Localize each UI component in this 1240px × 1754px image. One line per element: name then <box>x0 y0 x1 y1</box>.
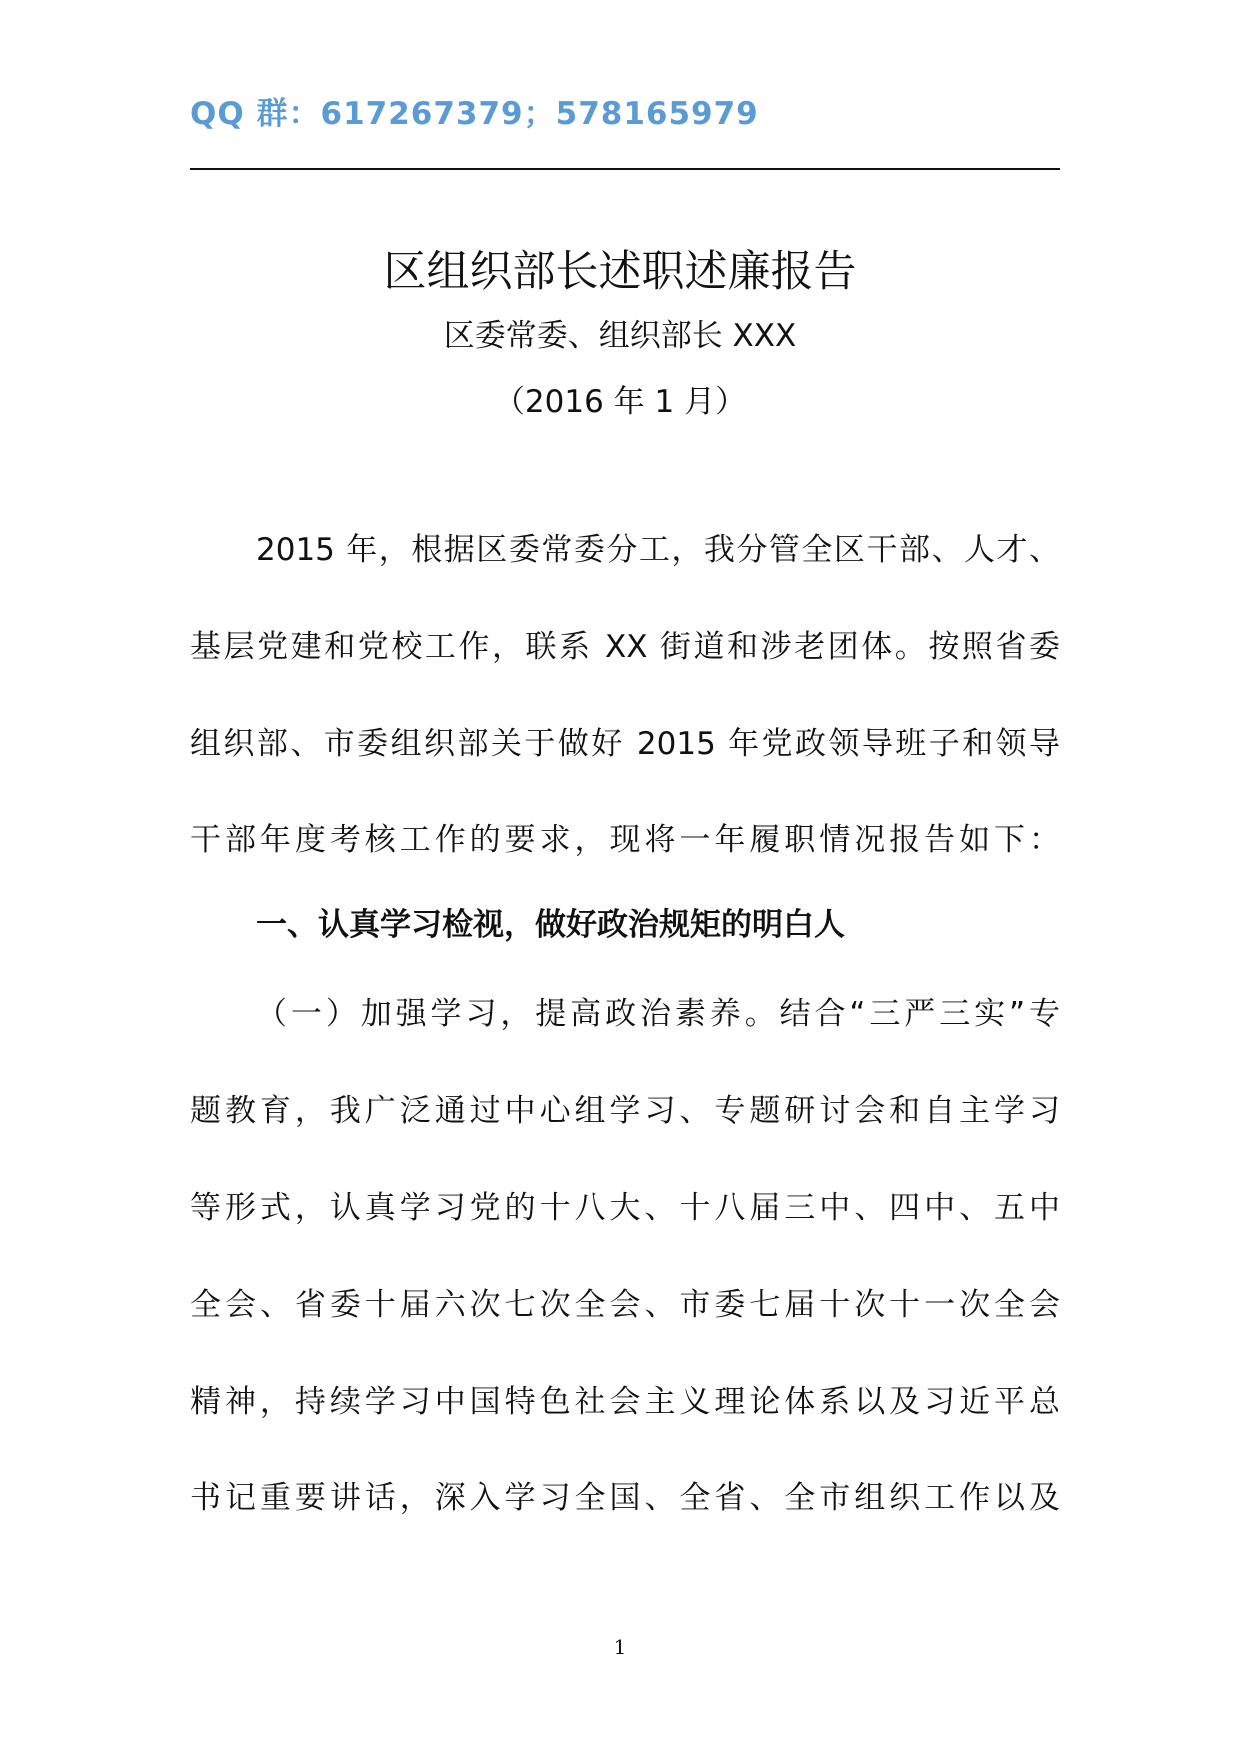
body-line-6: （一）加强学习，提高政治素养。结合“三严三实”专 <box>256 996 1060 1032</box>
body-line-8: 等形式，认真学习党的十八大、十八届三中、四中、五中 <box>190 1190 1060 1226</box>
page-number: 1 <box>613 1635 627 1659</box>
body-line-11: 书记重要讲话，深入学习全国、全省、全市组织工作以及 <box>190 1480 1060 1516</box>
header-divider <box>190 168 1060 170</box>
author-line: 区委常委、组织部长 XXX <box>443 318 797 354</box>
body-line-7: 题教育，我广泛通过中心组学习、专题研讨会和自主学习 <box>190 1093 1060 1129</box>
body-line-10: 精神，持续学习中国特色社会主义理论体系以及习近平总 <box>190 1384 1060 1420</box>
body-line-1: 2015 年，根据区委常委分工，我分管全区干部、人才、 <box>256 532 1060 568</box>
body-line-2: 基层党建和党校工作，联系 XX 街道和涉老团体。按照省委 <box>190 629 1060 665</box>
document-title: 区组织部长述职述廉报告 <box>383 247 857 297</box>
header-qq-group: QQ 群：617267379；578165979 <box>190 96 759 132</box>
body-line-9: 全会、省委十届六次七次全会、市委七届十次十一次全会 <box>190 1287 1060 1323</box>
body-line-4: 干部年度考核工作的要求，现将一年履职情况报告如下： <box>190 822 1060 858</box>
date-line: （2016 年 1 月） <box>493 384 747 420</box>
body-line-3: 组织部、市委组织部关于做好 2015 年党政领导班子和领导 <box>190 726 1060 762</box>
section-heading-1: 一、认真学习检视，做好政治规矩的明白人 <box>256 907 845 943</box>
